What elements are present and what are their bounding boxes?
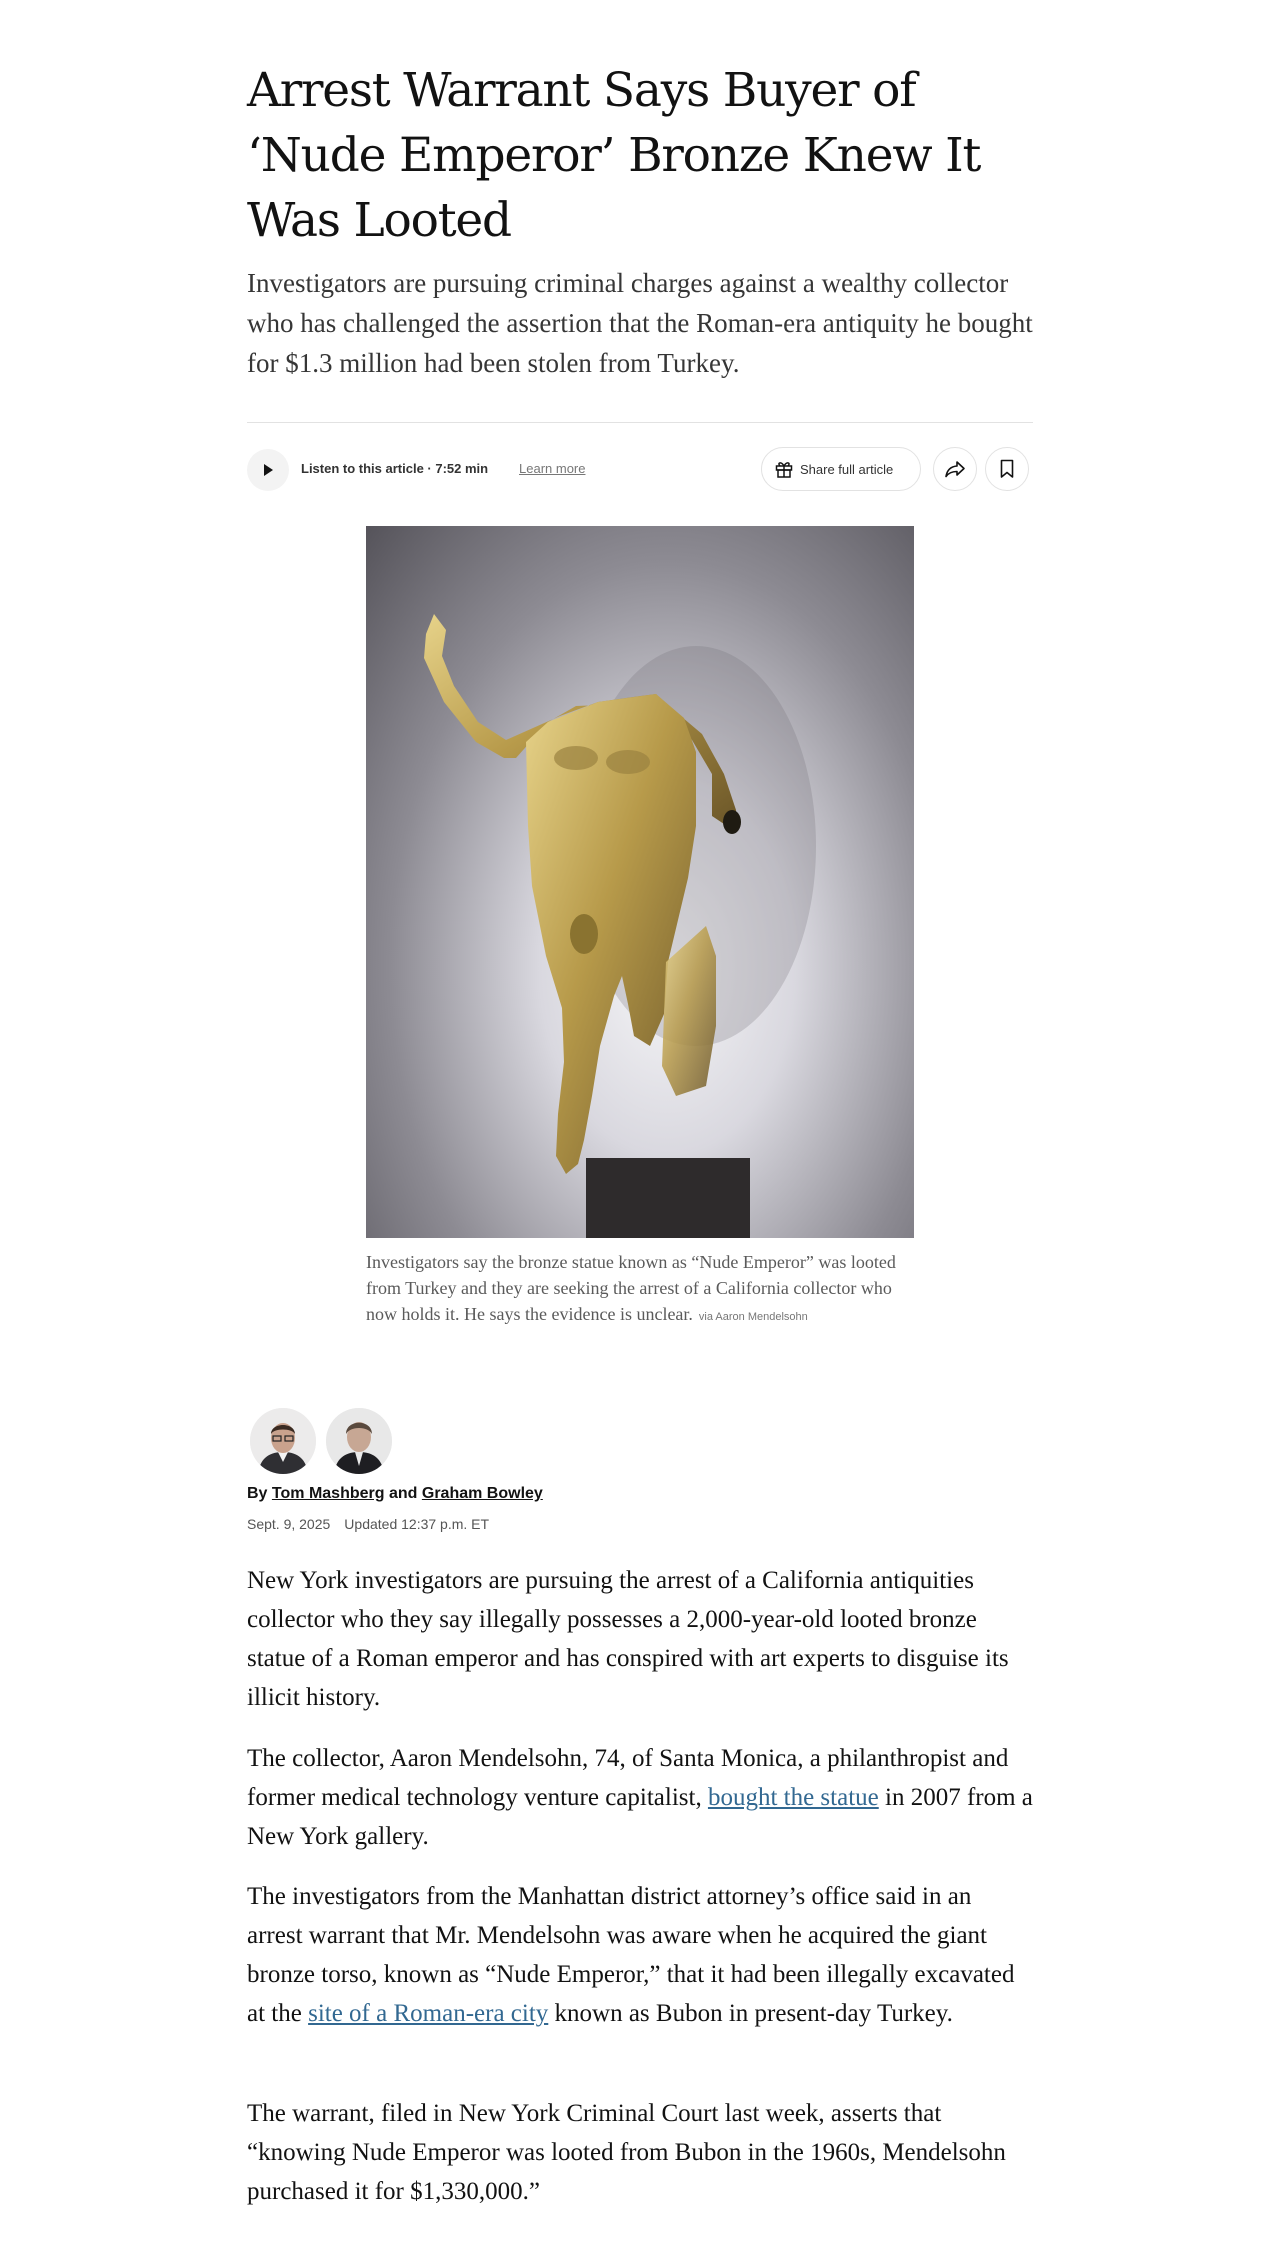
learn-more-link[interactable]: Learn more: [519, 461, 586, 476]
play-icon: [261, 463, 275, 477]
photo-credit: via Aaron Mendelsohn: [698, 1311, 808, 1323]
paragraph-2-text-a: The collector, Aaron Mendelsohn, 74, of Santa Monica, a philanthropist and former medical technology venture capitalist,: [247, 1745, 1009, 1811]
article-summary: Investigators are pursuing criminal charges against a wealthy collector who has challenged the assertion that the Roman-era antiquity he bought for $1.3 million had been stolen from Turkey.: [247, 268, 1033, 378]
link-site-of-roman-city[interactable]: site of a Roman-era city: [308, 2000, 549, 2027]
author-photo-icon: [326, 1408, 392, 1474]
play-button[interactable]: [247, 449, 289, 491]
link-bought-the-statue[interactable]: bought the statue: [707, 1784, 879, 1811]
author-link-graham-bowley[interactable]: Graham Bowley: [421, 1485, 543, 1502]
divider: [247, 422, 1033, 423]
paragraph-3-text-a: The investigators from the Manhattan district attorney’s office said in an arrest warrant that Mr. Mendelsohn was aware when he acquired the giant bronze torso, known as “Nude Emperor,” that it had been illegally excavated at the: [247, 1883, 1015, 2027]
author-avatar-tom-mashberg[interactable]: [250, 1408, 316, 1474]
share-arrow-icon: [944, 459, 966, 479]
gift-icon: [774, 459, 794, 479]
author-avatar-graham-bowley[interactable]: [326, 1408, 392, 1474]
share-label: Share full article: [800, 461, 894, 477]
paragraph-3-text-b: known as Bubon in present-day Turkey.: [554, 2000, 953, 2027]
save-button[interactable]: [985, 447, 1029, 491]
article-toolbar: [247, 447, 1033, 493]
paragraph-4: The warrant, filed in New York Criminal Court last week, asserts that “knowing Nude Emperor was looted from Bubon in the 1960s, Mendelsohn purchased it for $1,330,000.”: [247, 2100, 1006, 2205]
bookmark-icon: [999, 459, 1015, 479]
byline-conjunction: and: [388, 1485, 418, 1502]
image-caption: [366, 1249, 914, 1330]
author-link-tom-mashberg[interactable]: Tom Mashberg: [271, 1485, 385, 1502]
paragraph-2-text-b: in 2007 from a New York gallery.: [247, 1784, 1033, 1850]
updated-time: Updated 12:37 p.m. ET: [344, 1516, 490, 1532]
publish-date: Sept. 9, 2025: [247, 1516, 331, 1532]
statue-image: [366, 526, 914, 1238]
publish-dates: [247, 1516, 489, 1532]
bronze-statue-illustration: [366, 526, 914, 1238]
paragraph-3: [247, 1877, 1033, 2033]
author-photo-icon: [250, 1408, 316, 1474]
listen-label: Listen to this article · 7:52 min: [301, 461, 489, 476]
paragraph-1: New York investigators are pursuing the arrest of a California antiquities collector who they say illegally possesses a 2,000-year-old looted bronze statue of a Roman emperor and has conspired with art experts to disguise its illicit history.: [247, 1567, 1009, 1711]
paragraph-2: [247, 1739, 1033, 1856]
byline-prefix: By: [247, 1485, 268, 1502]
article-headline: Arrest Warrant Says Buyer of ‘Nude Emperor’ Bronze Knew It Was Looted: [247, 63, 981, 248]
byline: [247, 1485, 543, 1503]
caption-text: Investigators say the bronze statue known as “Nude Emperor” was looted from Turkey and they are seeking the arrest of a California collector who now holds it. He says the evidence is unclear.: [366, 1252, 896, 1324]
share-full-article-button[interactable]: [761, 447, 921, 491]
share-button[interactable]: [933, 447, 977, 491]
